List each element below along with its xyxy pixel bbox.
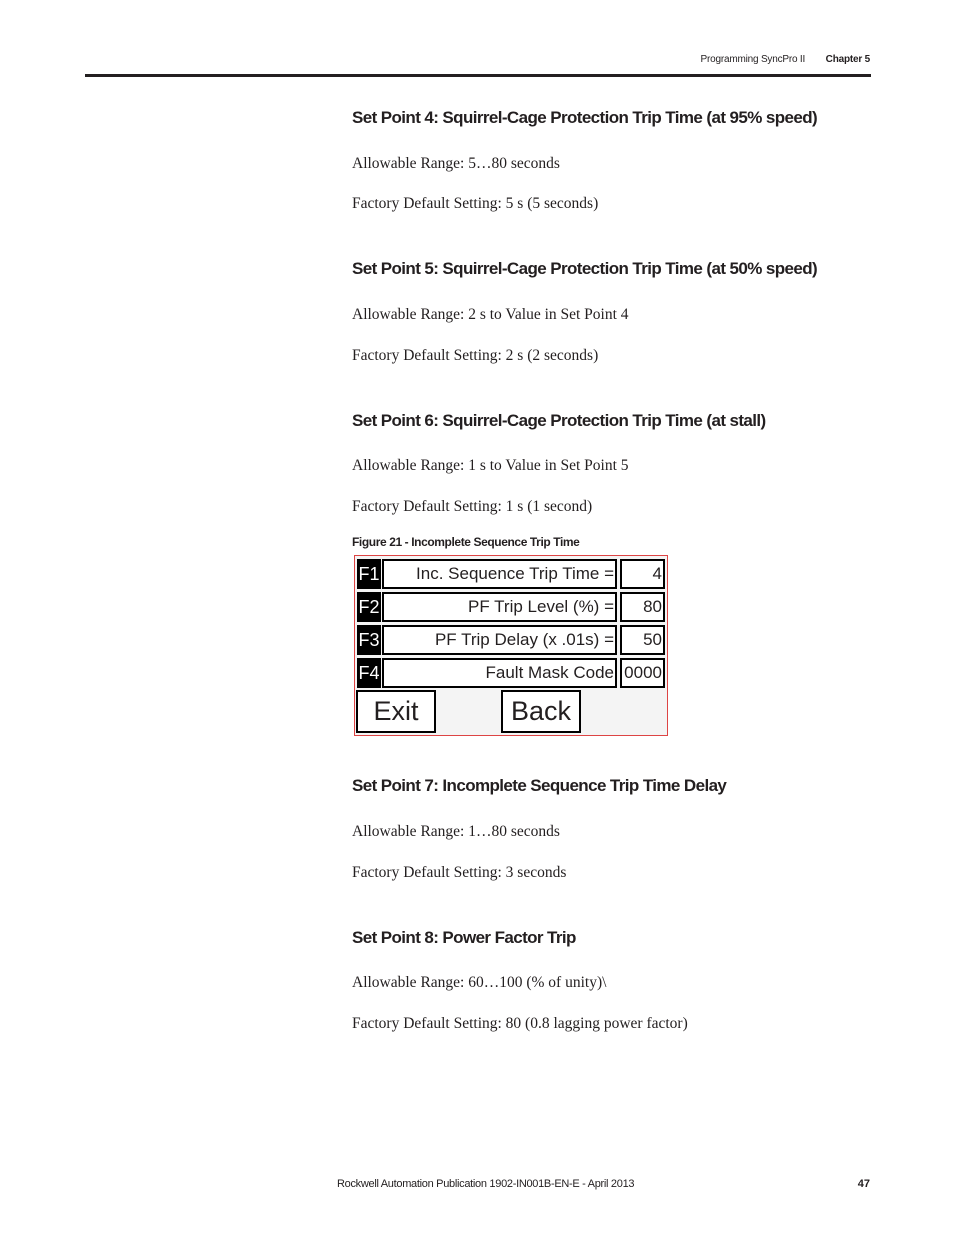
hmi-screen bbox=[354, 555, 668, 736]
pf-trip-delay-value[interactable]: 50 bbox=[620, 625, 665, 655]
factory-default: Factory Default Setting: 80 (0.8 lagging power factor) bbox=[352, 1015, 688, 1032]
f4-key[interactable]: F4 bbox=[357, 658, 381, 688]
factory-default: Factory Default Setting: 1 s (1 second) bbox=[352, 498, 593, 515]
fault-mask-code-value[interactable]: 0000 bbox=[620, 658, 665, 688]
header-section-title: Programming SyncPro II bbox=[700, 54, 806, 65]
fault-mask-code-label: Fault Mask Code bbox=[382, 658, 617, 688]
section-heading: Set Point 7: Incomplete Sequence Trip Time Delay bbox=[352, 776, 727, 795]
allowable-range: Allowable Range: 5…80 seconds bbox=[352, 155, 560, 172]
f3-key[interactable]: F3 bbox=[357, 625, 381, 655]
page-number: 47 bbox=[857, 1178, 870, 1190]
allowable-range: Allowable Range: 60…100 (% of unity)\ bbox=[352, 974, 607, 991]
footer-publication: Rockwell Automation Publication 1902-IN001B-EN-E - April 2013 bbox=[337, 1178, 635, 1190]
exit-button[interactable]: Exit bbox=[356, 690, 436, 733]
section-heading: Set Point 4: Squirrel-Cage Protection Trip Time (at 95% speed) bbox=[352, 108, 818, 127]
header-chapter: Chapter 5 bbox=[825, 54, 870, 65]
pf-trip-delay-label: PF Trip Delay (x .01s) = bbox=[382, 625, 617, 655]
factory-default: Factory Default Setting: 5 s (5 seconds) bbox=[352, 195, 599, 212]
pf-trip-level-value[interactable]: 80 bbox=[620, 592, 665, 622]
figure-caption: Figure 21 - Incomplete Sequence Trip Time bbox=[352, 535, 580, 549]
inc-sequence-trip-time-value[interactable]: 4 bbox=[620, 559, 665, 589]
inc-sequence-trip-time-label: Inc. Sequence Trip Time = bbox=[382, 559, 617, 589]
allowable-range: Allowable Range: 1…80 seconds bbox=[352, 823, 560, 840]
pf-trip-level-label: PF Trip Level (%) = bbox=[382, 592, 617, 622]
header-rule bbox=[85, 74, 871, 77]
section-heading: Set Point 5: Squirrel-Cage Protection Trip Time (at 50% speed) bbox=[352, 259, 818, 278]
allowable-range: Allowable Range: 1 s to Value in Set Point 5 bbox=[352, 457, 629, 474]
section-heading: Set Point 6: Squirrel-Cage Protection Trip Time (at stall) bbox=[352, 411, 766, 430]
factory-default: Factory Default Setting: 3 seconds bbox=[352, 864, 567, 881]
allowable-range: Allowable Range: 2 s to Value in Set Point 4 bbox=[352, 306, 629, 323]
back-button[interactable]: Back bbox=[501, 690, 581, 733]
f1-key[interactable]: F1 bbox=[357, 559, 381, 589]
factory-default: Factory Default Setting: 2 s (2 seconds) bbox=[352, 347, 599, 364]
f2-key[interactable]: F2 bbox=[357, 592, 381, 622]
running-header bbox=[701, 54, 870, 65]
section-heading: Set Point 8: Power Factor Trip bbox=[352, 928, 576, 947]
